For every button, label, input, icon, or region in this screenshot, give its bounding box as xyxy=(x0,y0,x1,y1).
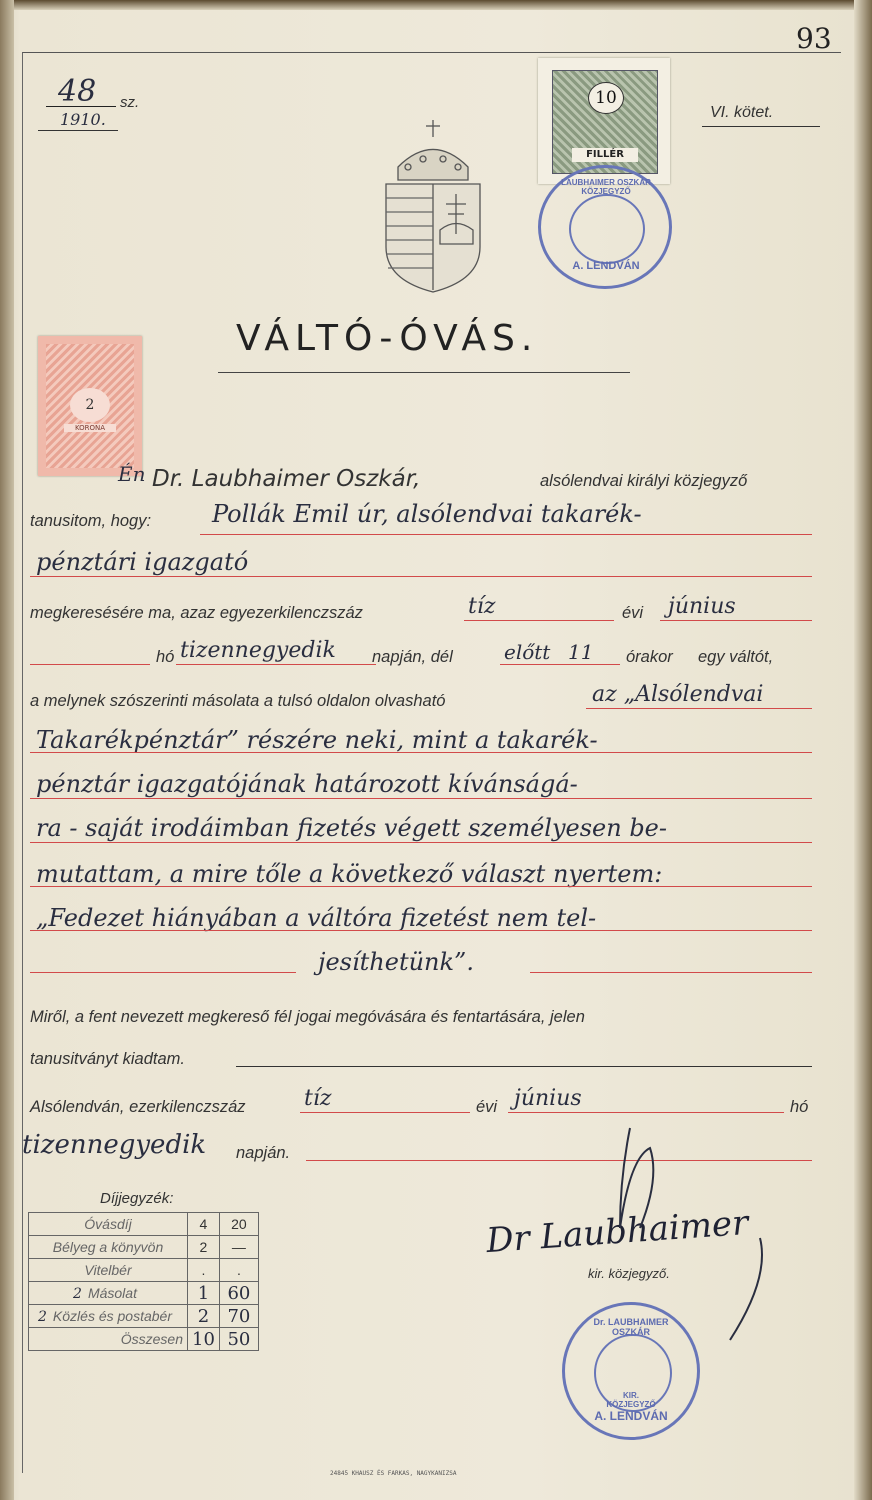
kir-kozjegyzo-label: kir. közjegyző. xyxy=(588,1266,670,1281)
ho-label: hó xyxy=(156,648,175,666)
fee-label-text: Közlés és postabér xyxy=(52,1307,172,1324)
hand-line-4: mutattam, a mire tőle a következő választ nyertem: xyxy=(36,860,663,888)
egy-valtot-label: egy váltót, xyxy=(698,648,774,666)
fee-label: Bélyeg a könyvön xyxy=(29,1236,188,1259)
rule-1 xyxy=(200,534,812,535)
fee-crowns: . xyxy=(188,1259,220,1282)
rule-month-2 xyxy=(508,1112,784,1113)
ho-label-2: hó xyxy=(790,1098,809,1116)
rule-6 xyxy=(30,842,812,843)
title-rule xyxy=(218,372,630,373)
fees-title: Díjjegyzék: xyxy=(100,1190,174,1207)
hand-az: az „Alsólendvai xyxy=(592,682,764,707)
fee-fillers: 70 xyxy=(219,1305,258,1328)
day-word-2: tizennegyedik xyxy=(22,1130,207,1160)
notary-seal-bottom xyxy=(562,1302,700,1440)
fee-label: Összesen xyxy=(29,1328,188,1351)
rule-8 xyxy=(30,930,812,931)
hand-line-2: pénztár igazgatójának határozott kívánságá- xyxy=(36,770,578,798)
alsolendvan-text: Alsólendván, ezerkilenczszáz xyxy=(30,1098,246,1116)
en-prefix: Én xyxy=(118,462,146,486)
hand-line-5: „Fedezet hiányában a váltóra fizetést nem tel- xyxy=(36,904,597,932)
fee-label: Vitelbér xyxy=(29,1259,188,1282)
stamp-10-label: FILLÉR xyxy=(572,148,638,162)
rule-7 xyxy=(30,886,812,887)
reg-number-rule xyxy=(46,106,116,107)
fee-fillers: . xyxy=(219,1259,258,1282)
table-row xyxy=(29,1259,259,1282)
printer-imprint: 24845 KHAUSZ ÉS FARKAS, NAGYKANIZSA xyxy=(330,1470,457,1477)
rule-day xyxy=(176,664,376,665)
month-word: június xyxy=(668,594,736,619)
orakor-label: órakor xyxy=(626,648,673,666)
rule-5 xyxy=(30,798,812,799)
megkeresesere-text: megkeresésére ma, azaz egyezerkilenczszáz xyxy=(30,604,363,622)
time-prefix: előtt xyxy=(504,640,551,664)
notary-name: Dr. Laubhaimer Oszkár, xyxy=(152,466,421,492)
rule-10 xyxy=(236,1066,812,1067)
notary-signature: Dr Laubhaimer xyxy=(484,1202,750,1262)
table-row xyxy=(29,1236,259,1259)
book-right-edge xyxy=(854,0,872,1500)
fee-crowns: 2 xyxy=(188,1305,220,1328)
document-title: VÁLTÓ-ÓVÁS. xyxy=(236,318,539,359)
book-binding xyxy=(0,0,14,1500)
rule-2 xyxy=(30,576,812,577)
page-number: 93 xyxy=(796,22,832,55)
month-word-2: június xyxy=(514,1086,582,1111)
table-row xyxy=(29,1213,259,1236)
reg-number: 48 xyxy=(58,74,97,109)
evi-label-2: évi xyxy=(476,1098,498,1116)
notary-role: alsólendvai királyi közjegyző xyxy=(540,472,748,490)
napjan-label: napján, dél xyxy=(372,648,453,666)
year-word: tíz xyxy=(468,594,496,619)
a-melynek-text: a melynek szószerinti másolata a tulsó oldalon olvasható xyxy=(30,692,446,710)
requester-line2: pénztári igazgató xyxy=(36,548,249,576)
rule-month xyxy=(660,620,812,621)
reg-year-rule xyxy=(38,130,118,131)
seal-bottom-name: Dr. LAUBHAIMER OSZKÁR xyxy=(593,1317,669,1337)
fee-crowns: 4 xyxy=(188,1213,220,1236)
rule-4 xyxy=(30,752,812,753)
stamp-10-value: 10 xyxy=(588,82,624,114)
revenue-stamp-2 xyxy=(38,336,142,476)
rule-3 xyxy=(586,708,812,709)
seal-bottom-role: KIR. KÖZJEGYZŐ xyxy=(606,1391,656,1409)
coat-of-arms-icon xyxy=(378,112,488,297)
fee-mark: 2 xyxy=(38,1308,47,1325)
reg-suffix: sz. xyxy=(120,94,140,111)
fees-table xyxy=(28,1212,259,1351)
table-row xyxy=(29,1305,259,1328)
evi-label: évi xyxy=(622,604,644,622)
fee-fillers: — xyxy=(219,1236,258,1259)
napjan-label-2: napján. xyxy=(236,1144,291,1162)
tanusitom-label: tanusitom, hogy: xyxy=(30,512,152,530)
fee-label xyxy=(29,1305,188,1328)
rule-9b xyxy=(530,972,812,973)
rule-year-2 xyxy=(300,1112,470,1113)
table-row xyxy=(29,1328,259,1351)
fee-label: Óvásdíj xyxy=(29,1213,188,1236)
seal-top-place: A. LENDVÁN xyxy=(572,260,640,272)
fee-fillers: 20 xyxy=(219,1213,258,1236)
rule-year xyxy=(464,620,614,621)
seal-top-text: LAUBHAIMER OSZKÁR KÖZJEGYZŐ xyxy=(561,178,651,196)
hand-line-3: ra - saját irodáimban fizetés végett személyesen be- xyxy=(36,814,667,842)
stamp-2-value: 2 xyxy=(70,388,110,422)
fee-fillers: 60 xyxy=(219,1282,258,1305)
fee-crowns: 1 xyxy=(188,1282,220,1305)
fee-mark: 2 xyxy=(73,1285,82,1302)
tanusitvanyt-text: tanusitványt kiadtam. xyxy=(30,1050,185,1068)
reg-year: 1910. xyxy=(60,110,106,129)
fee-crowns: 2 xyxy=(188,1236,220,1259)
rule-ho-pre xyxy=(30,664,150,665)
seal-bottom-place: A. LENDVÁN xyxy=(594,1409,668,1423)
day-word: tizennegyedik xyxy=(180,638,336,663)
rule-9a xyxy=(30,972,296,973)
hour-word: 11 xyxy=(568,640,594,664)
volume-label: VI. kötet. xyxy=(710,104,774,121)
fee-fillers: 50 xyxy=(219,1328,258,1351)
book-top-edge xyxy=(0,0,872,10)
notary-seal-top xyxy=(538,165,672,289)
table-row xyxy=(29,1282,259,1305)
rule-time xyxy=(500,664,620,665)
volume-rule xyxy=(702,126,820,127)
mirol-text: Miről, a fent nevezett megkereső fél jogai megóvására és fentartására, jelen xyxy=(30,1008,585,1026)
fee-crowns: 10 xyxy=(188,1328,220,1351)
hand-line-6: jesíthetünk”. xyxy=(318,948,474,976)
fee-label-text: Másolat xyxy=(87,1284,137,1301)
year-word-2: tíz xyxy=(304,1086,332,1111)
requester-line1: Pollák Emil úr, alsólendvai takarék- xyxy=(212,500,642,528)
hand-line-1: Takarékpénztár” részére neki, mint a takarék- xyxy=(36,726,598,754)
stamp-2-label: KORONA xyxy=(64,424,116,432)
fee-label xyxy=(29,1282,188,1305)
